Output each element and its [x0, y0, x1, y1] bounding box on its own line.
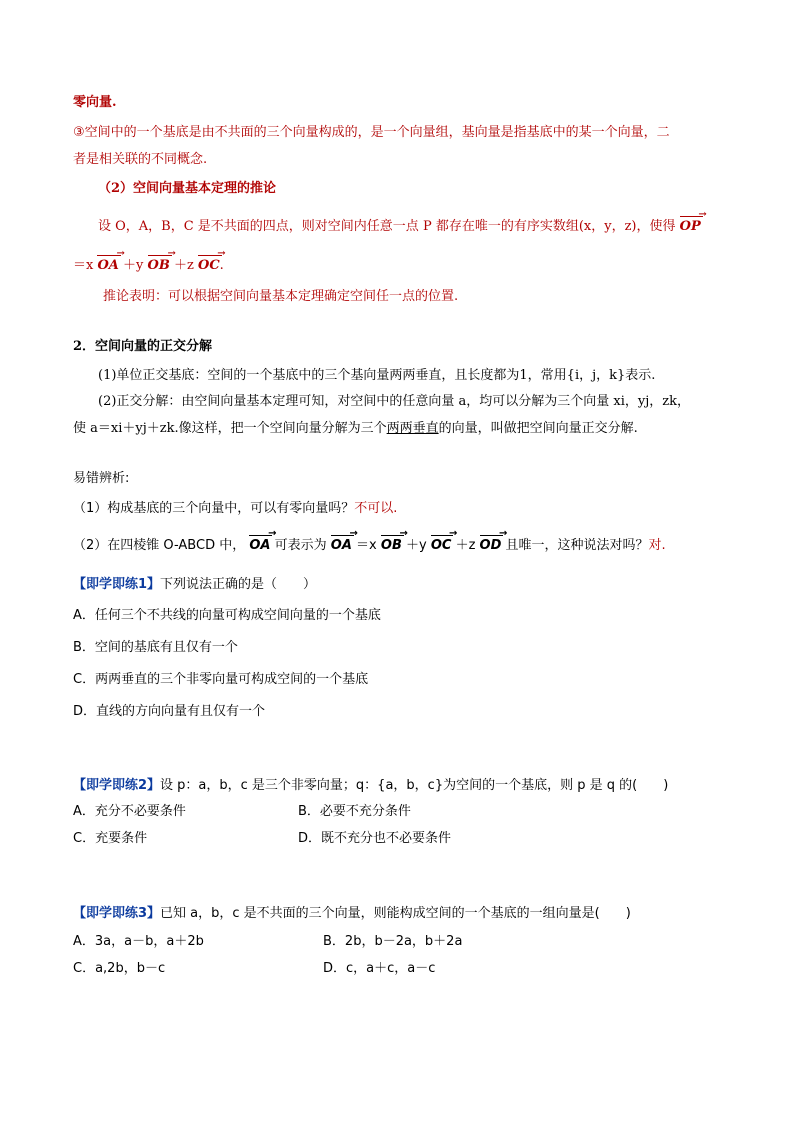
exercise-2-question: 设 p：a，b，c 是三个非零向量；q：{a，b，c}为空间的一个基底，则 p 是 q 的( ) [160, 778, 669, 793]
vector-OP: → OP [680, 214, 701, 236]
corollary-heading: （2）空间向量基本定理的推论 [98, 181, 277, 196]
exercise-2-option-d[interactable]: D．既不充分也不必要条件 [298, 831, 452, 846]
item2-post: 的向量，叫做把空间向量正交分解. [438, 421, 638, 436]
exercise-2-option-a[interactable]: A．充分不必要条件 [73, 804, 186, 819]
pitfall-vector-OB: → OB [381, 533, 402, 555]
exercise-2-tag: 【即学即练2】 [73, 778, 161, 793]
note-3-text: 空间中的一个基底是由不共面的三个向量构成的，是一个向量组，基向量是指基底中的某一个向量，二 [84, 125, 670, 140]
pitfalls-title: 易错辨析: [73, 471, 130, 486]
exercise-1-option-a[interactable]: A．任何三个不共线的向量可构成空间向量的一个基底 [73, 608, 381, 623]
vector-OA: → OA [97, 253, 118, 275]
exercise-3-option-a[interactable]: A．3a，a－b，a＋2b [73, 934, 204, 949]
corollary-note: 推论表明：可以根据空间向量基本定理确定空间任一点的位置. [103, 289, 459, 304]
item2-underlined: 两两垂直 [386, 421, 439, 436]
note-3-line [73, 124, 670, 142]
pitfall-vector-OC: → OC [431, 533, 452, 555]
exercise-3-option-c[interactable]: C．a,2b，b－c [73, 961, 166, 976]
vector-OB: → OB [148, 253, 170, 275]
exercise-2-option-b[interactable]: B．必要不充分条件 [298, 804, 411, 819]
section2-item2-continued [73, 420, 638, 438]
exercise-1-option-c[interactable]: C．两两垂直的三个非零向量可构成空间的一个基底 [73, 672, 369, 687]
exercise-2-stem [73, 777, 668, 795]
zero-vector-line: 零向量. [73, 95, 117, 110]
corollary-statement: 设 O，A，B，C 是不共面的四点，则对空间内任意一点 P 都存在唯一的有序实数组(x，y，z)，使得 [98, 219, 676, 234]
exercise-3-option-d[interactable]: D．c，a＋c，a－c [323, 961, 436, 976]
section2-item1: (1)单位正交基底：空间的一个基底中的三个基向量两两垂直，且长度都为1，常用{i，j，k}表示. [98, 368, 656, 383]
item2-pre: 使 a＝xi＋yj＋zk.像这样，把一个空间向量分解为三个 [73, 421, 387, 436]
pitfall-plus-y: ＋y [406, 538, 427, 553]
exercise-1-option-d[interactable]: D．直线的方向向量有且仅有一个 [73, 704, 266, 719]
section2-item2: (2)正交分解：由空间向量基本定理可知，对空间中的任意向量 a，均可以分解为三个向量 xi，yj，zk， [98, 394, 691, 409]
circle-3-marker: ③ [73, 125, 85, 140]
pitfall-vector-OA: → OA [249, 533, 270, 555]
pitfall-2-answer: 对. [648, 538, 666, 553]
note-3-continued: 者是相关联的不同概念. [73, 152, 208, 167]
vector-OC: → OC [198, 253, 220, 275]
pitfall-vector-OD: → OD [480, 533, 502, 555]
exercise-3-option-b[interactable]: B．2b，b－2a，b＋2a [323, 934, 463, 949]
eq-start: ＝x [73, 258, 94, 273]
exercise-1-option-b[interactable]: B．空间的基底有且仅有一个 [73, 640, 238, 655]
exercise-3-question: 已知 a，b，c 是不共面的三个向量，则能构成空间的一个基底的一组向量是( ) [160, 906, 631, 921]
pitfall-2-pre: （2）在四棱锥 O-ABCD 中， [73, 538, 246, 553]
section2-heading: 2．空间向量的正交分解 [73, 339, 213, 354]
corollary-equation [73, 253, 224, 275]
exercise-3-stem [73, 905, 631, 923]
pitfall-plus-z: ＋z [455, 538, 476, 553]
pitfall-eq: ＝x [356, 538, 377, 553]
pitfall-1-question: （1）构成基底的三个向量中，可以有零向量吗？ [73, 501, 355, 516]
plus-z: ＋z [174, 258, 194, 273]
exercise-2-option-c[interactable]: C．充要条件 [73, 831, 148, 846]
exercise-3-tag: 【即学即练3】 [73, 906, 161, 921]
exercise-1-tag: 【即学即练1】 [73, 577, 161, 592]
pitfall-1 [73, 500, 397, 518]
pitfall-1-answer: 不可以. [354, 501, 398, 516]
exercise-1-stem [73, 576, 316, 594]
plus-y: ＋y [123, 258, 144, 273]
exercise-1-question: 下列说法正确的是（ ） [160, 577, 317, 592]
pitfall-vector-OA-2: → OA [331, 533, 352, 555]
pitfall-2 [73, 533, 666, 555]
pitfall-2-mid: 可表示为 [274, 538, 327, 553]
pitfall-2-post: 且唯一，这种说法对吗？ [505, 538, 649, 553]
corollary-text [98, 214, 701, 236]
eq-end: . [219, 258, 224, 273]
